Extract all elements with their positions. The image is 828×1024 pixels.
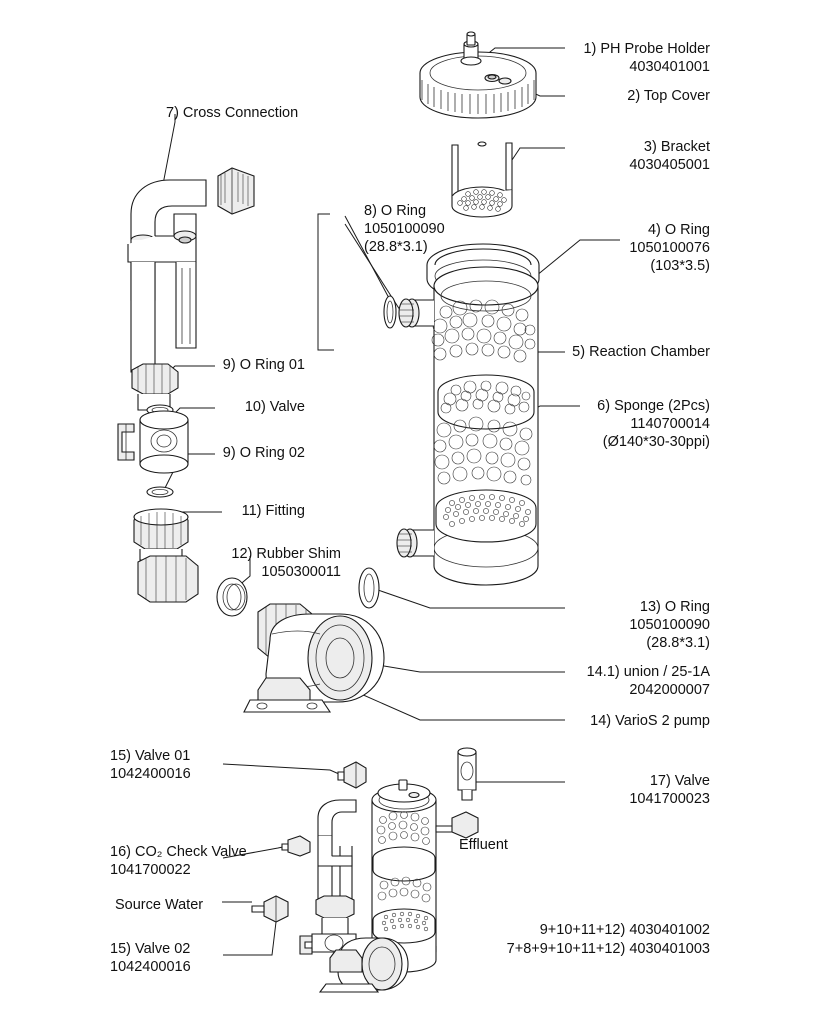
label-text: 16) CO₂ Check Valve <box>110 844 247 860</box>
part-sponge-2 <box>436 490 536 542</box>
part-fitting <box>134 509 198 602</box>
label-part-number: 1041700022 <box>110 862 191 878</box>
note-assembly-note-2: 7+8+9+10+11+12) 4030401003 <box>506 941 710 957</box>
assembled-valve-01 <box>338 762 366 788</box>
label-o-ring-02 <box>223 444 305 462</box>
label-valve-01 <box>110 747 191 783</box>
assembled-co2-check-valve <box>282 836 310 856</box>
label-text: 7) Cross Connection <box>166 105 299 121</box>
label-text: 11) Fitting <box>241 503 305 519</box>
label-fitting <box>242 502 305 520</box>
label-part-number: 1041700023 <box>629 791 710 807</box>
label-text: 1) PH Probe Holder <box>583 41 710 57</box>
part-rubber-shim <box>217 578 247 616</box>
label-cross-connection <box>166 104 298 122</box>
label-reaction-chamber <box>572 343 710 361</box>
label-text: 9) O Ring 01 <box>222 357 305 373</box>
label-valve-10 <box>245 398 305 416</box>
label-text: 15) Valve 02 <box>110 941 191 957</box>
label-union-25-1a <box>587 663 710 699</box>
label-part-number: (28.8*3.1) <box>646 635 710 651</box>
chamber-inlet-port <box>397 529 434 557</box>
label-part-number: 1042400016 <box>110 959 191 975</box>
label-co2-check-valve <box>110 843 247 879</box>
label-part-number: (Ø140*30-30ppi) <box>602 434 710 450</box>
part-o-ring-13 <box>359 568 379 608</box>
label-top-cover <box>627 87 710 105</box>
label-part-number: 2042000007 <box>629 682 710 698</box>
label-text: 3) Bracket <box>643 139 710 155</box>
label-part-number: 4030401001 <box>629 59 710 75</box>
label-text: 6) Sponge (2Pcs) <box>597 398 710 414</box>
label-text: 8) O Ring <box>364 203 427 219</box>
label-rubber-shim <box>231 545 341 581</box>
part-varios-pump <box>244 604 384 712</box>
assembled-source-water-fitting <box>252 896 288 922</box>
part-o-ring-8 <box>384 296 396 328</box>
label-text: Source Water <box>115 897 204 913</box>
label-varios-2-pump <box>590 712 710 730</box>
label-text: 10) Valve <box>244 399 305 415</box>
label-valve-17 <box>629 772 710 808</box>
label-text: 14) VarioS 2 pump <box>590 713 710 729</box>
label-text: Effluent <box>459 837 508 853</box>
label-bracket <box>629 138 710 174</box>
label-part-number: 1042400016 <box>110 766 191 782</box>
label-part-number: 1050100090 <box>629 617 710 633</box>
label-o-ring-8 <box>364 202 445 256</box>
part-o-ring-02 <box>147 487 173 497</box>
label-text: 15) Valve 01 <box>110 748 191 764</box>
assembled-unit <box>252 748 478 992</box>
label-part-number: 4030405001 <box>629 157 710 173</box>
label-text: 2) Top Cover <box>627 88 710 104</box>
part-sponge-1 <box>438 375 534 429</box>
label-text: 17) Valve <box>649 773 710 789</box>
label-valve-02 <box>110 940 191 976</box>
label-o-ring-13 <box>629 598 710 652</box>
label-text: 9) O Ring 02 <box>222 445 305 461</box>
label-source-water <box>115 896 203 914</box>
label-part-number: 1050100076 <box>629 240 710 256</box>
note-assembly-note-1: 9+10+11+12) 4030401002 <box>539 922 710 938</box>
label-part-number: 1140700014 <box>630 416 710 432</box>
assembled-effluent-valve <box>436 748 478 838</box>
label-text: 14.1) union / 25-1A <box>586 664 710 680</box>
label-ph-probe-holder <box>583 40 710 76</box>
label-sponge <box>597 397 710 451</box>
label-effluent <box>459 836 508 854</box>
label-text: 4) O Ring <box>647 222 710 238</box>
label-text: 12) Rubber Shim <box>231 546 341 562</box>
label-text: 13) O Ring <box>639 599 710 615</box>
label-part-number: 1050100090 <box>364 221 445 237</box>
part-bracket <box>452 142 512 217</box>
label-text: 5) Reaction Chamber <box>572 344 710 360</box>
label-o-ring-4 <box>629 221 710 275</box>
label-o-ring-01 <box>223 356 305 374</box>
label-part-number: 1050300011 <box>261 564 341 580</box>
label-part-number: (103*3.5) <box>650 258 710 274</box>
label-part-number: (28.8*3.1) <box>364 239 428 255</box>
chamber-top-inlet-fitting <box>399 299 434 327</box>
part-valve-10 <box>118 411 188 473</box>
